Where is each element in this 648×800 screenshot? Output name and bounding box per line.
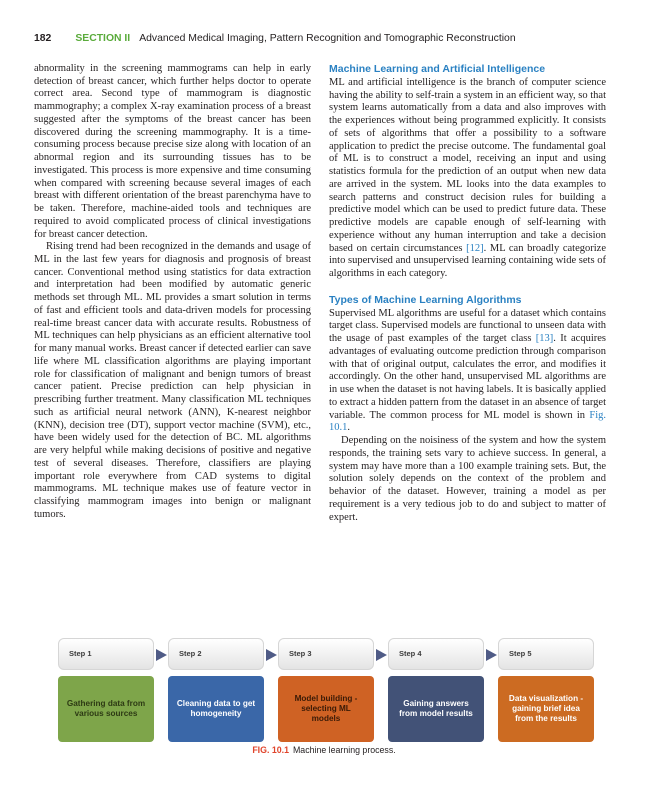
figure-caption-text: Machine learning process. [292,745,396,755]
paragraph: Depending on the noisiness of the system and how the system responds, the training sets vary to achieve success. In general, a system may have more than a 100 example training sets. But, the solution solely depends on the context of the problem and behavior of the dataset. However, training a model as per requirement is a very tedious job to do and subject to matter of expert. [329,435,606,523]
section-heading: Types of Machine Learning Algorithms [329,293,522,306]
step-box: Gaining answers from model results [388,676,484,742]
section-heading: Machine Learning and Artificial Intelligence [329,63,546,75]
left-column [34,63,311,521]
step-label: Step 1 [58,638,154,670]
figure-label: FIG. 10.1 [252,745,289,755]
arrow-right-icon [156,649,167,661]
step-label: Step 4 [388,638,484,670]
paragraph: Supervised ML algorithms are useful for a dataset which contains target class. Supervised models are functional to unseen data with the usage of past examples of the target class [13]. It acquires advantages of evaluating outcome prediction through comparison with that of original output, calculates the error, and modifies it accordingly. On the other hand, unsupervised ML algorithms are in use when the dataset is not having labels. It is basically applied to extract a hidden pattern from the dataset in an absence of target variable. The common process for ML model is shown in Fig. 10.1. [329,307,606,434]
step-box: Model building - selecting ML models [278,676,374,742]
step-4 [388,638,484,742]
arrow-right-icon [486,649,497,661]
step-label: Step 2 [168,638,264,670]
citation-link[interactable]: [12] [466,242,484,254]
step-label: Step 5 [498,638,594,670]
step-5 [498,638,594,742]
paragraph: Rising trend had been recognized in the demands and usage of ML in the last few years for diagnosis and prognosis of breast cancer. Conventional method using statistics for data extraction and interpretation had been modified by automatic generic methods set through ML. ML provides a smart solution in terms of fast and efficient tools and data-driven models for processing real-time breast cancer data with accurate results. Robustness of ML techniques can help physicians as an efficient alternative tool for many manual works. Breast cancer if detected earlier can save life where ML classification algorithms are playing important role for classification of malignant and benign tumors of breast cancer patient. Precise prediction can help physician in prescribing further treatment. Many classification ML techniques such as artificial neural network (ANN), K-nearest neighbor (KNN), decision tree (DT), support vector machine (SVM), etc., have been widely used for the detection of BC. ML algorithms are very helpful while making decisions of positive and negative test of several diseases. Therefore, classifiers are playing important role everywhere from CAD systems to digital mammograms. ML technique makes use of feature vector in classifying mammogram images into benign or malignant tumors. [34,241,311,520]
step-box: Data visualization - gaining brief idea from the results [498,676,594,742]
section-label: SECTION II [75,33,131,44]
step-label: Step 3 [278,638,374,670]
step-3 [278,638,374,742]
running-header [34,33,614,49]
step-box: Gathering data from various sources [58,676,154,742]
step-1 [58,638,154,742]
book-title: Advanced Medical Imaging, Pattern Recognition and Tomographic Reconstruction [139,33,516,44]
ml-process-diagram [58,638,588,742]
paragraph: ML and artificial intelligence is the branch of computer science having the ability to self-train a system in an efficient way, so that system learns automatically from a data and also improves with the experiences without being programmed explicitly. It consists of sets of algorithms that offer a possibility to a software application to predict the precise outcome. The fundamental goal of ML is to construct a model, receiving an input and using statistics formula for the prediction of an output when new data are arrived in the system. ML looks into the data examples to search patterns and construct decision rules for building a predictive model which can be used to predict future data. These predictive models are capable enough of self-learning with experience without any human interruption and take a decision based on certain circumstances [12]. ML can broadly categorize into supervised and unsupervised learning containing wide sets of algorithms in each category. [329,77,607,280]
figure-caption [0,745,648,755]
figure-link[interactable]: Fig. 10.1 [329,409,606,434]
step-box: Cleaning data to get homogeneity [168,676,264,742]
arrow-right-icon [266,649,277,661]
step-2 [168,638,264,742]
page-number: 182 [34,33,52,44]
right-column [329,63,606,524]
paragraph: abnormality in the screening mammograms can help in early detection of breast cancer, which further helps doctor to operate correct area. Second type of mammogram is diagnostic mammography; a complex X-ray examination process of a breast suggested after the symptoms of the breast cancer has been discovered during the screening mammography. It is a time-consuming process because precise size along with location of an abnormal region and its surrounding tissues has to be investigated. This process is more expensive and time consuming when compared with screening because several images of each breast with different orientation of the breast parenchyma have to be taken. Therefore, machine-aided tools and techniques are required to avoid complicated process of clinical investigations for breast cancer detection. [34,63,311,240]
arrow-right-icon [376,649,387,661]
citation-link[interactable]: [13] [535,333,554,345]
